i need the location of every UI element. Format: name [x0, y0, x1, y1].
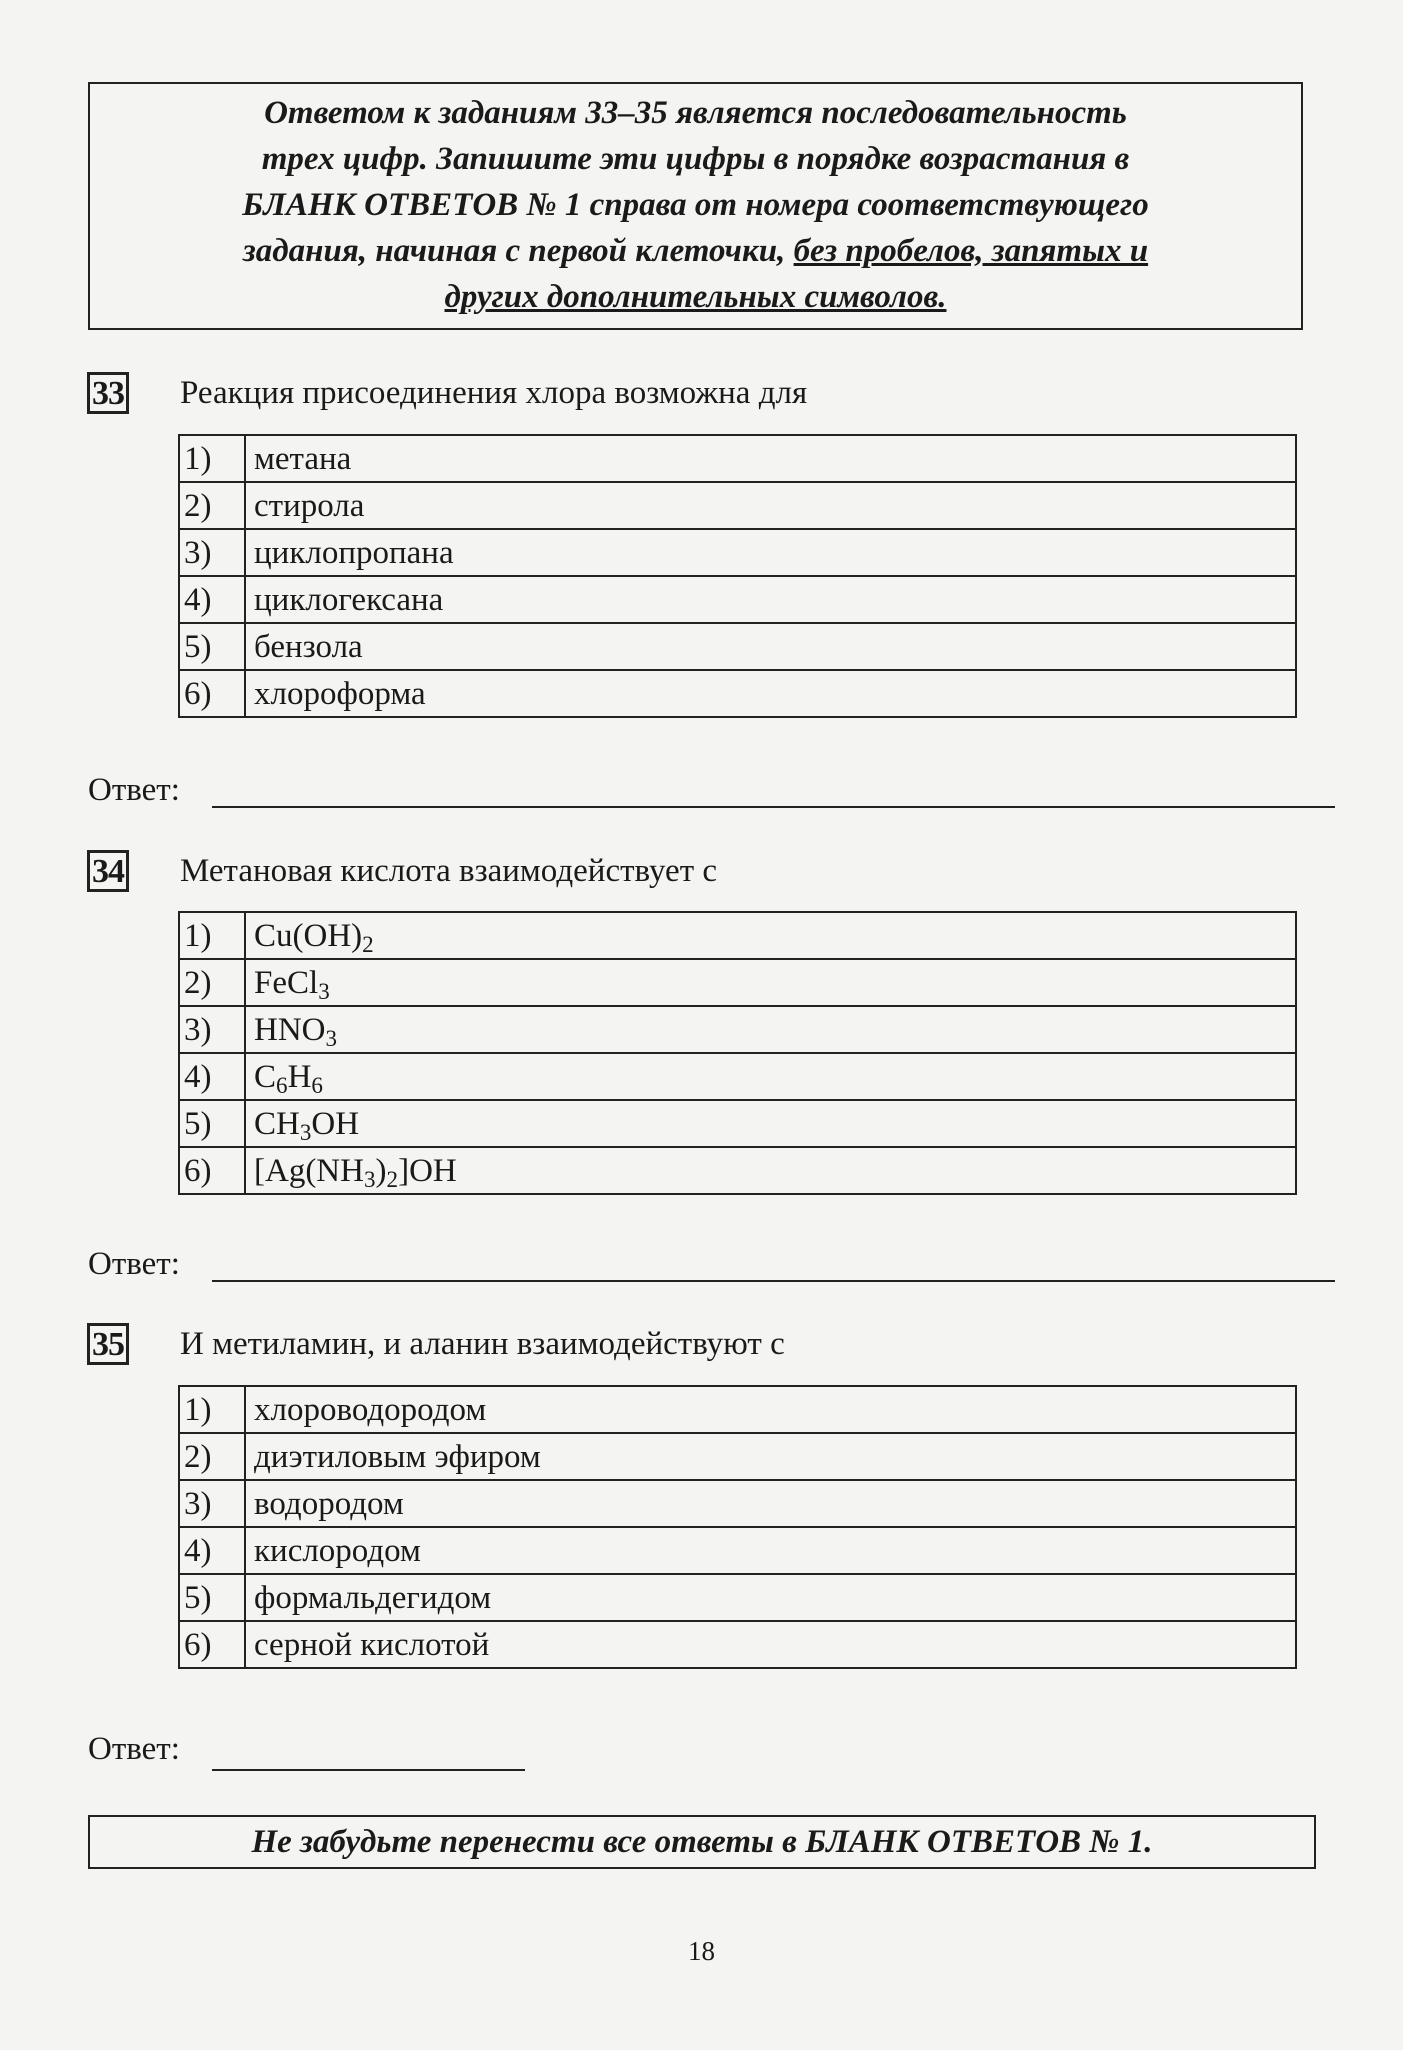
instruction-text: задания, начиная с первой клеточки,	[242, 233, 794, 269]
option-text: водородом	[245, 1480, 1296, 1527]
option-row	[179, 1100, 1296, 1147]
option-row	[179, 576, 1296, 623]
page-number: 18	[688, 1936, 715, 1966]
option-number: 4)	[179, 576, 245, 623]
options-table-33	[178, 434, 1297, 718]
answer-label-35: Ответ:	[88, 1731, 180, 1767]
option-text: формальдегидом	[245, 1574, 1296, 1621]
task-question-33: Реакция присоединения хлора возможна для	[180, 375, 808, 411]
option-text: хлороводородом	[245, 1386, 1296, 1433]
reminder-box: Не забудьте перенести все ответы в БЛАНК ОТВЕТОВ № 1.	[88, 1815, 1316, 1869]
option-number: 2)	[179, 1433, 245, 1480]
instruction-line	[120, 274, 1271, 320]
option-number: 5)	[179, 1100, 245, 1147]
task-number-34: 34	[87, 850, 129, 892]
option-formula: $HNO_3$	[245, 1006, 1296, 1053]
option-formula: $CH_3OH$	[245, 1100, 1296, 1147]
answer-field-34[interactable]	[212, 1280, 1335, 1282]
option-formula: FeCl$_3$	[245, 959, 1296, 1006]
option-number: 4)	[179, 1527, 245, 1574]
option-number: 1)	[179, 912, 245, 959]
instruction-line	[120, 228, 1271, 274]
option-text: циклопропана	[245, 529, 1296, 576]
option-number: 6)	[179, 1147, 245, 1194]
option-row	[179, 912, 1296, 959]
option-number: 2)	[179, 482, 245, 529]
option-row	[179, 482, 1296, 529]
option-row	[179, 1480, 1296, 1527]
option-row	[179, 959, 1296, 1006]
option-number: 5)	[179, 1574, 245, 1621]
answer-field-33[interactable]	[212, 806, 1335, 808]
instruction-box	[88, 82, 1303, 330]
answer-field-35[interactable]	[212, 1769, 525, 1771]
instruction-underlined: без пробелов, запятых и	[793, 233, 1149, 269]
option-number: 4)	[179, 1053, 245, 1100]
option-row	[179, 1574, 1296, 1621]
option-row	[179, 1147, 1296, 1194]
task-number-33: 33	[87, 372, 129, 414]
options-table-34	[178, 911, 1297, 1195]
option-text: кислородом	[245, 1527, 1296, 1574]
option-number: 5)	[179, 623, 245, 670]
option-row	[179, 529, 1296, 576]
instruction-underlined: других дополнительных символов.	[444, 279, 947, 315]
option-text: бензола	[245, 623, 1296, 670]
option-text: стирола	[245, 482, 1296, 529]
instruction-line: БЛАНК ОТВЕТОВ № 1 справа от номера соответствующего	[242, 187, 1149, 223]
option-number: 6)	[179, 1621, 245, 1668]
option-number: 3)	[179, 1006, 245, 1053]
option-text: метана	[245, 435, 1296, 482]
task-question-34: Метановая кислота взаимодействует с	[180, 853, 718, 889]
option-formula: $C_6H_6$	[245, 1053, 1296, 1100]
option-number: 6)	[179, 670, 245, 717]
option-text: диэтиловым эфиром	[245, 1433, 1296, 1480]
option-formula: $[Ag(NH_3)_2]OH$	[245, 1147, 1296, 1194]
option-row	[179, 623, 1296, 670]
option-row	[179, 1386, 1296, 1433]
task-question-35: И метиламин, и аланин взаимодействуют с	[180, 1326, 785, 1362]
answer-label-34: Ответ:	[88, 1246, 180, 1282]
option-number: 1)	[179, 435, 245, 482]
option-row	[179, 1006, 1296, 1053]
option-number: 3)	[179, 1480, 245, 1527]
option-row	[179, 1527, 1296, 1574]
instruction-line: трех цифр. Запишите эти цифры в порядке возрастания в	[261, 141, 1130, 177]
instruction-line: Ответом к заданиям 33–35 является последовательность	[264, 95, 1127, 131]
answer-label-33: Ответ:	[88, 772, 180, 808]
task-number-35: 35	[87, 1323, 129, 1365]
option-text: хлороформа	[245, 670, 1296, 717]
option-row	[179, 1053, 1296, 1100]
option-formula: $Cu(OH)_2$	[245, 912, 1296, 959]
option-text: серной кислотой	[245, 1621, 1296, 1668]
options-table-35	[178, 1385, 1297, 1669]
option-number: 1)	[179, 1386, 245, 1433]
option-row	[179, 1621, 1296, 1668]
option-row	[179, 435, 1296, 482]
option-number: 3)	[179, 529, 245, 576]
option-number: 2)	[179, 959, 245, 1006]
option-row	[179, 670, 1296, 717]
option-text: циклогексана	[245, 576, 1296, 623]
option-row	[179, 1433, 1296, 1480]
